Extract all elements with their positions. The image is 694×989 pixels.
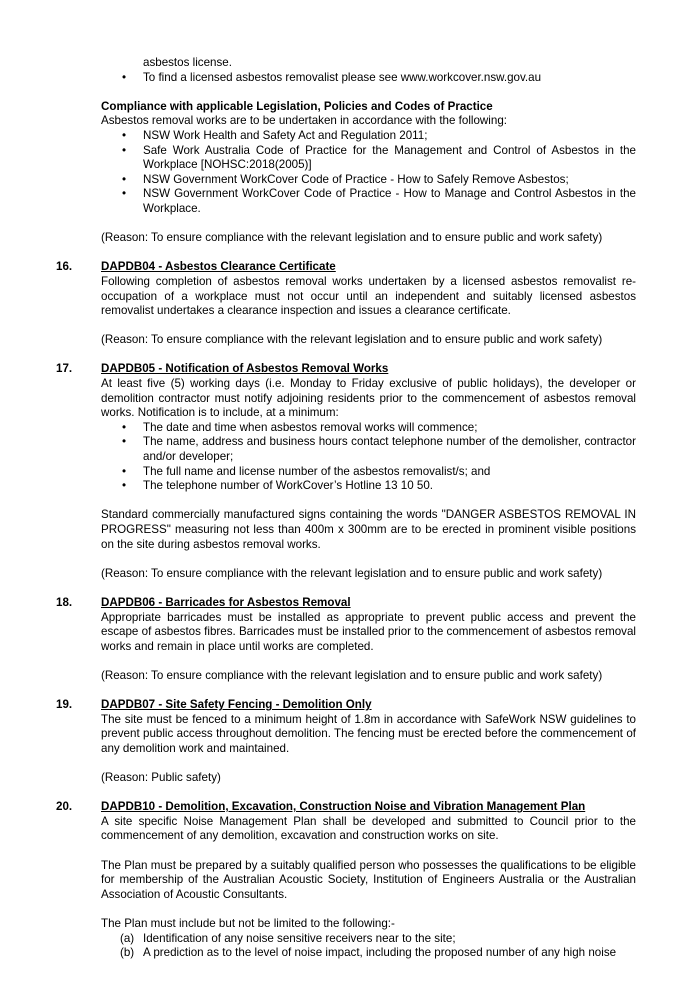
section-16 (56, 260, 636, 348)
bullet-icon: • (122, 420, 127, 434)
list-item-label: (b) (120, 946, 135, 960)
plan-include-lead: The Plan must include but not be limited to the following:- (101, 917, 395, 931)
section-title: DAPDB04 - Asbestos Clearance Certificate (101, 260, 336, 274)
list-item-text: The name, address and business hours contact telephone number of the demolisher, contractor and/or developer; (143, 435, 636, 464)
section-number: 19. (56, 698, 73, 712)
compliance-lead: Asbestos removal works are to be undertaken in accordance with the following: (101, 114, 507, 128)
qualification-paragraph: The Plan must be prepared by a suitably qualified person who possesses the qualifications to be eligible for membership of the Australian Acoustic Society, Institution of Engineers Australia or the Australian Association of Acoustic Consultants. (101, 858, 636, 901)
section-title: DAPDB07 - Site Safety Fencing - Demolition Only (101, 698, 372, 712)
compliance-list (101, 129, 636, 217)
section-18 (56, 595, 636, 684)
intro-bullets (101, 71, 636, 86)
list-item (101, 479, 636, 494)
list-item (101, 173, 636, 188)
list-item (101, 129, 636, 144)
section-19 (56, 698, 636, 786)
bullet-icon: • (122, 143, 127, 157)
reason-text: (Reason: To ensure compliance with the relevant legislation and to ensure public and work safety) (101, 333, 603, 347)
page-content (56, 56, 636, 961)
list-item (101, 435, 636, 464)
section-body: Appropriate barricades must be installed as appropriate to prevent public access and prevent the escape of asbestos fibres. Barricades must be installed prior to the commencement of asbestos removal works and remain in place until works are completed. (101, 610, 636, 653)
reason-text: (Reason: To ensure compliance with the relevant legislation and to ensure public and work safety) (101, 668, 603, 682)
section-number: 18. (56, 595, 73, 609)
continued-line: asbestos license. (143, 56, 232, 69)
list-item-text: NSW Work Health and Safety Act and Regulation 2011; (143, 128, 428, 142)
section-body: At least five (5) working days (i.e. Monday to Friday exclusive of public holidays), the developer or demolition contractor must notify adjoining residents prior to the commencement of asbestos removal works. Notification is to include, at a minimum: (101, 377, 636, 420)
list-item (101, 932, 636, 947)
list-item-text: The telephone number of WorkCover’s Hotline 13 10 50. (143, 479, 434, 493)
list-item (101, 187, 636, 216)
section-title: DAPDB05 - Notification of Asbestos Removal Works (101, 362, 389, 376)
list-item-text: Identification of any noise sensitive receivers near to the site; (143, 931, 456, 945)
plan-requirements-list (101, 932, 636, 961)
signs-paragraph: Standard commercially manufactured signs containing the words "DANGER ASBESTOS REMOVAL IN PROGRESS" measuring not less than 400m x 300mm are to be erected in prominent visible positions on the site during asbestos removal works. (101, 508, 636, 551)
compliance-heading: Compliance with applicable Legislation, Policies and Codes of Practice (101, 99, 493, 113)
bullet-icon: • (122, 128, 127, 142)
section-number: 17. (56, 362, 73, 376)
list-item-text: The full name and license number of the asbestos removalist/s; and (143, 464, 491, 478)
section-17 (56, 362, 636, 581)
bullet-icon: • (122, 464, 127, 478)
list-item-text: Safe Work Australia Code of Practice for the Management and Control of Asbestos in the Workplace [NOHSC:2018(2005)] (143, 143, 636, 172)
list-item-text: A prediction as to the level of noise impact, including the proposed number of any high noise (143, 946, 617, 960)
list-item (101, 144, 636, 173)
list-item-text: NSW Government WorkCover Code of Practice - How to Manage and Control Asbestos in the Workplace. (143, 187, 636, 215)
bullet-icon: • (122, 172, 127, 186)
list-item (101, 946, 636, 961)
list-item-label: (a) (120, 931, 135, 945)
section-body: The site must be fenced to a minimum height of 1.8m in accordance with SafeWork NSW guidelines to prevent public access throughout demolition. The fencing must be erected before the commencement of any demolition work and maintained. (101, 712, 636, 755)
list-item-text: The date and time when asbestos removal works will commence; (143, 420, 478, 434)
list-item-text: NSW Government WorkCover Code of Practice - How to Safely Remove Asbestos; (143, 172, 569, 186)
bullet-icon: • (122, 187, 127, 201)
bullet-icon: • (122, 479, 127, 493)
list-item (101, 421, 636, 436)
bullet-icon: • (122, 70, 127, 84)
section-title: DAPDB06 - Barricades for Asbestos Removal (101, 595, 351, 609)
reason-text: (Reason: To ensure compliance with the relevant legislation and to ensure public and work safety) (101, 566, 603, 580)
bullet-icon: • (122, 435, 127, 449)
reason-text: (Reason: To ensure compliance with the relevant legislation and to ensure public and work safety) (101, 231, 603, 245)
notification-list (101, 421, 636, 494)
section-20 (56, 800, 636, 961)
section-number: 16. (56, 260, 73, 274)
section-body: A site specific Noise Management Plan shall be developed and submitted to Council prior to the commencement of any demolition, excavation and construction works on site. (101, 814, 636, 843)
reason-text: (Reason: Public safety) (101, 771, 221, 785)
list-item (101, 465, 636, 480)
section-body: Following completion of asbestos removal works undertaken by a licensed asbestos removalist re-occupation of a workplace must not occur until an independent and suitably licensed asbestos removalist undertakes a clearance inspection and issues a clearance certificate. (101, 274, 636, 318)
section-title: DAPDB10 - Demolition, Excavation, Construction Noise and Vibration Management Plan (101, 800, 586, 814)
section-number: 20. (56, 800, 73, 814)
list-item (101, 71, 636, 86)
list-item-text: To find a licensed asbestos removalist please see www.workcover.nsw.gov.au (143, 70, 542, 84)
